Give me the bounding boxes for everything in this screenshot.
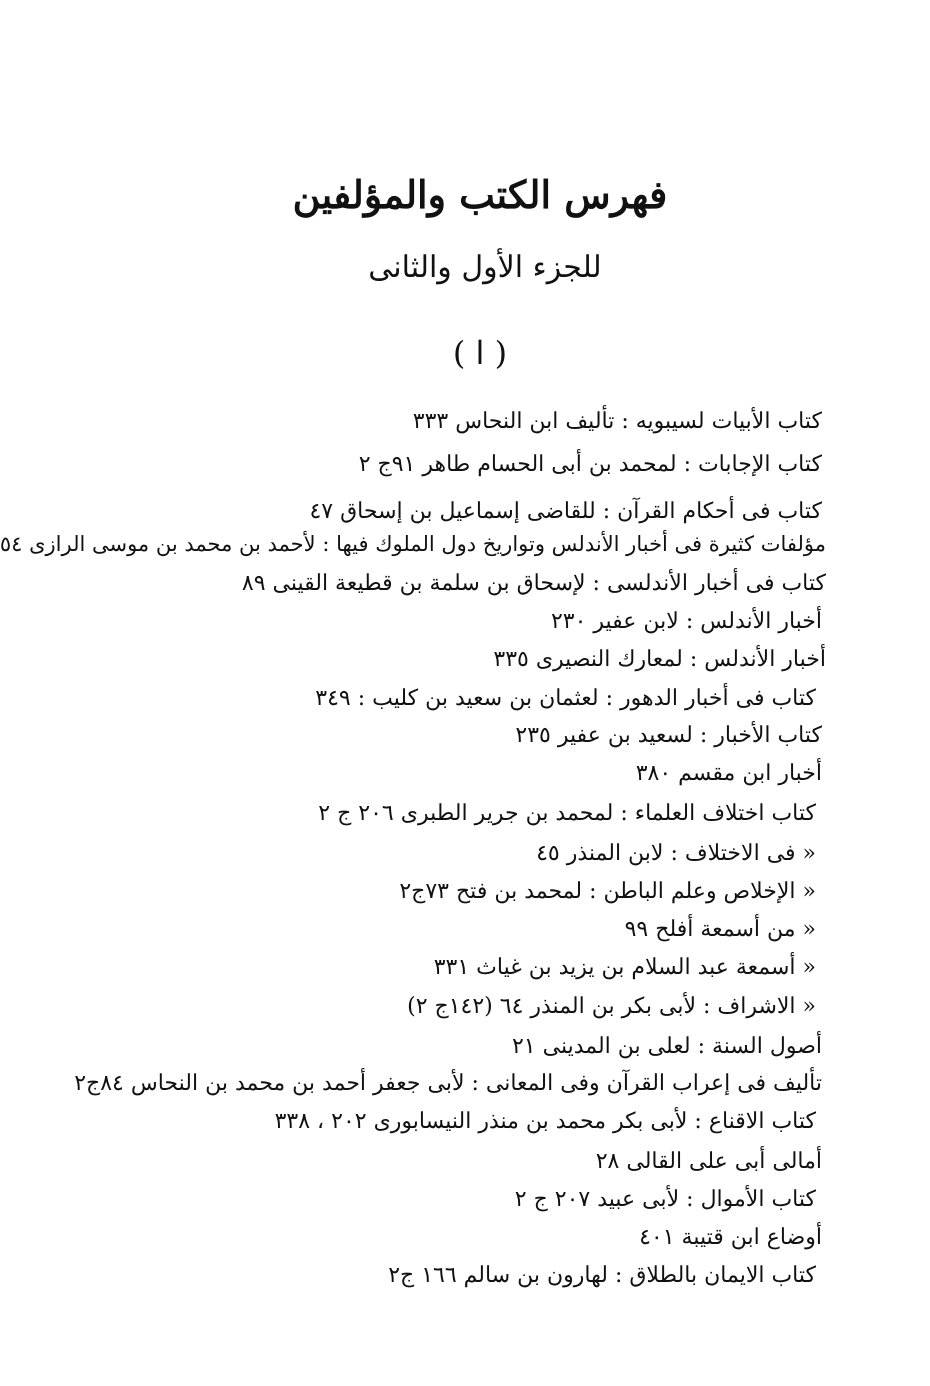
- index-entry: كتاب الاقناع : لأبى بكر محمد بن منذر النيسابورى ٢٠٢ ، ٣٣٨: [274, 1109, 816, 1134]
- index-entry: « من أسمعة أفلح ٩٩: [624, 917, 816, 942]
- index-entry: كتاب الأبيات لسيبويه : تأليف ابن النحاس ٣٣٣: [412, 409, 822, 434]
- index-entry: أخبار ابن مقسم ٣٨٠: [635, 761, 822, 786]
- index-entry: كتاب فى أحكام القرآن : للقاضى إسماعيل بن إسحاق ٤٧: [309, 499, 822, 524]
- index-entry: كتاب فى أخبار الأندلسى : لإسحاق بن سلمة بن قطيعة القينى ٨٩: [241, 571, 826, 596]
- index-entry: « أسمعة عبد السلام بن يزيد بن غياث ٣٣١: [433, 955, 816, 980]
- index-entries-list: [0, 404, 930, 1304]
- index-entry: « الاشراف : لأبى بكر بن المنذر ٦٤ (١٤٢ج ٢): [407, 994, 816, 1019]
- index-entry: كتاب الايمان بالطلاق : لهارون بن سالم ١٦٦ ج٢: [388, 1263, 816, 1288]
- index-entry: كتاب اختلاف العلماء : لمحمد بن جرير الطبرى ٢٠٦ ج ٢: [318, 801, 816, 826]
- index-entry: كتاب فى أخبار الدهور : لعثمان بن سعيد بن كليب : ٣٤٩: [315, 686, 816, 711]
- index-entry: أصول السنة : لعلى بن المدينى ٢١: [511, 1034, 822, 1059]
- index-entry: « فى الاختلاف : لابن المنذر ٤٥: [536, 841, 816, 866]
- section-letter-heading: ( ا ): [452, 334, 508, 372]
- index-entry: كتاب الأموال : لأبى عبيد ٢٠٧ ج ٢: [514, 1187, 816, 1212]
- index-entry: كتاب الأخبار : لسعيد بن عفير ٢٣٥: [515, 723, 822, 748]
- page-subtitle: للجزء الأول والثانى: [368, 250, 602, 285]
- index-entry: « الإخلاص وعلم الباطن : لمحمد بن فتح ٧٣ج٢: [399, 879, 816, 904]
- page-title: فهرس الكتب والمؤلفين: [292, 172, 668, 217]
- index-entry: أخبار الأندلس : لابن عفير ٢٣٠: [550, 609, 822, 634]
- index-entry: أمالى أبى على القالى ٢٨: [595, 1149, 822, 1174]
- index-entry: كتاب الإجابات : لمحمد بن أبى الحسام طاهر ٩١ج ٢: [358, 452, 822, 477]
- index-entry: أخبار الأندلس : لمعارك النصيرى ٣٣٥: [493, 647, 826, 672]
- index-entry: تأليف فى إعراب القرآن وفى المعانى : لأبى جعفر أحمد بن محمد بن النحاس ٨٤ج٢: [74, 1071, 822, 1096]
- index-entry: مؤلفات كثيرة فى أخبار الأندلس وتواريخ دول الملوك فيها : لأحمد بن محمد بن موسى الرازى ٥٤: [0, 532, 826, 556]
- index-entry: أوضاع ابن قتيبة ٤٠١: [639, 1225, 822, 1250]
